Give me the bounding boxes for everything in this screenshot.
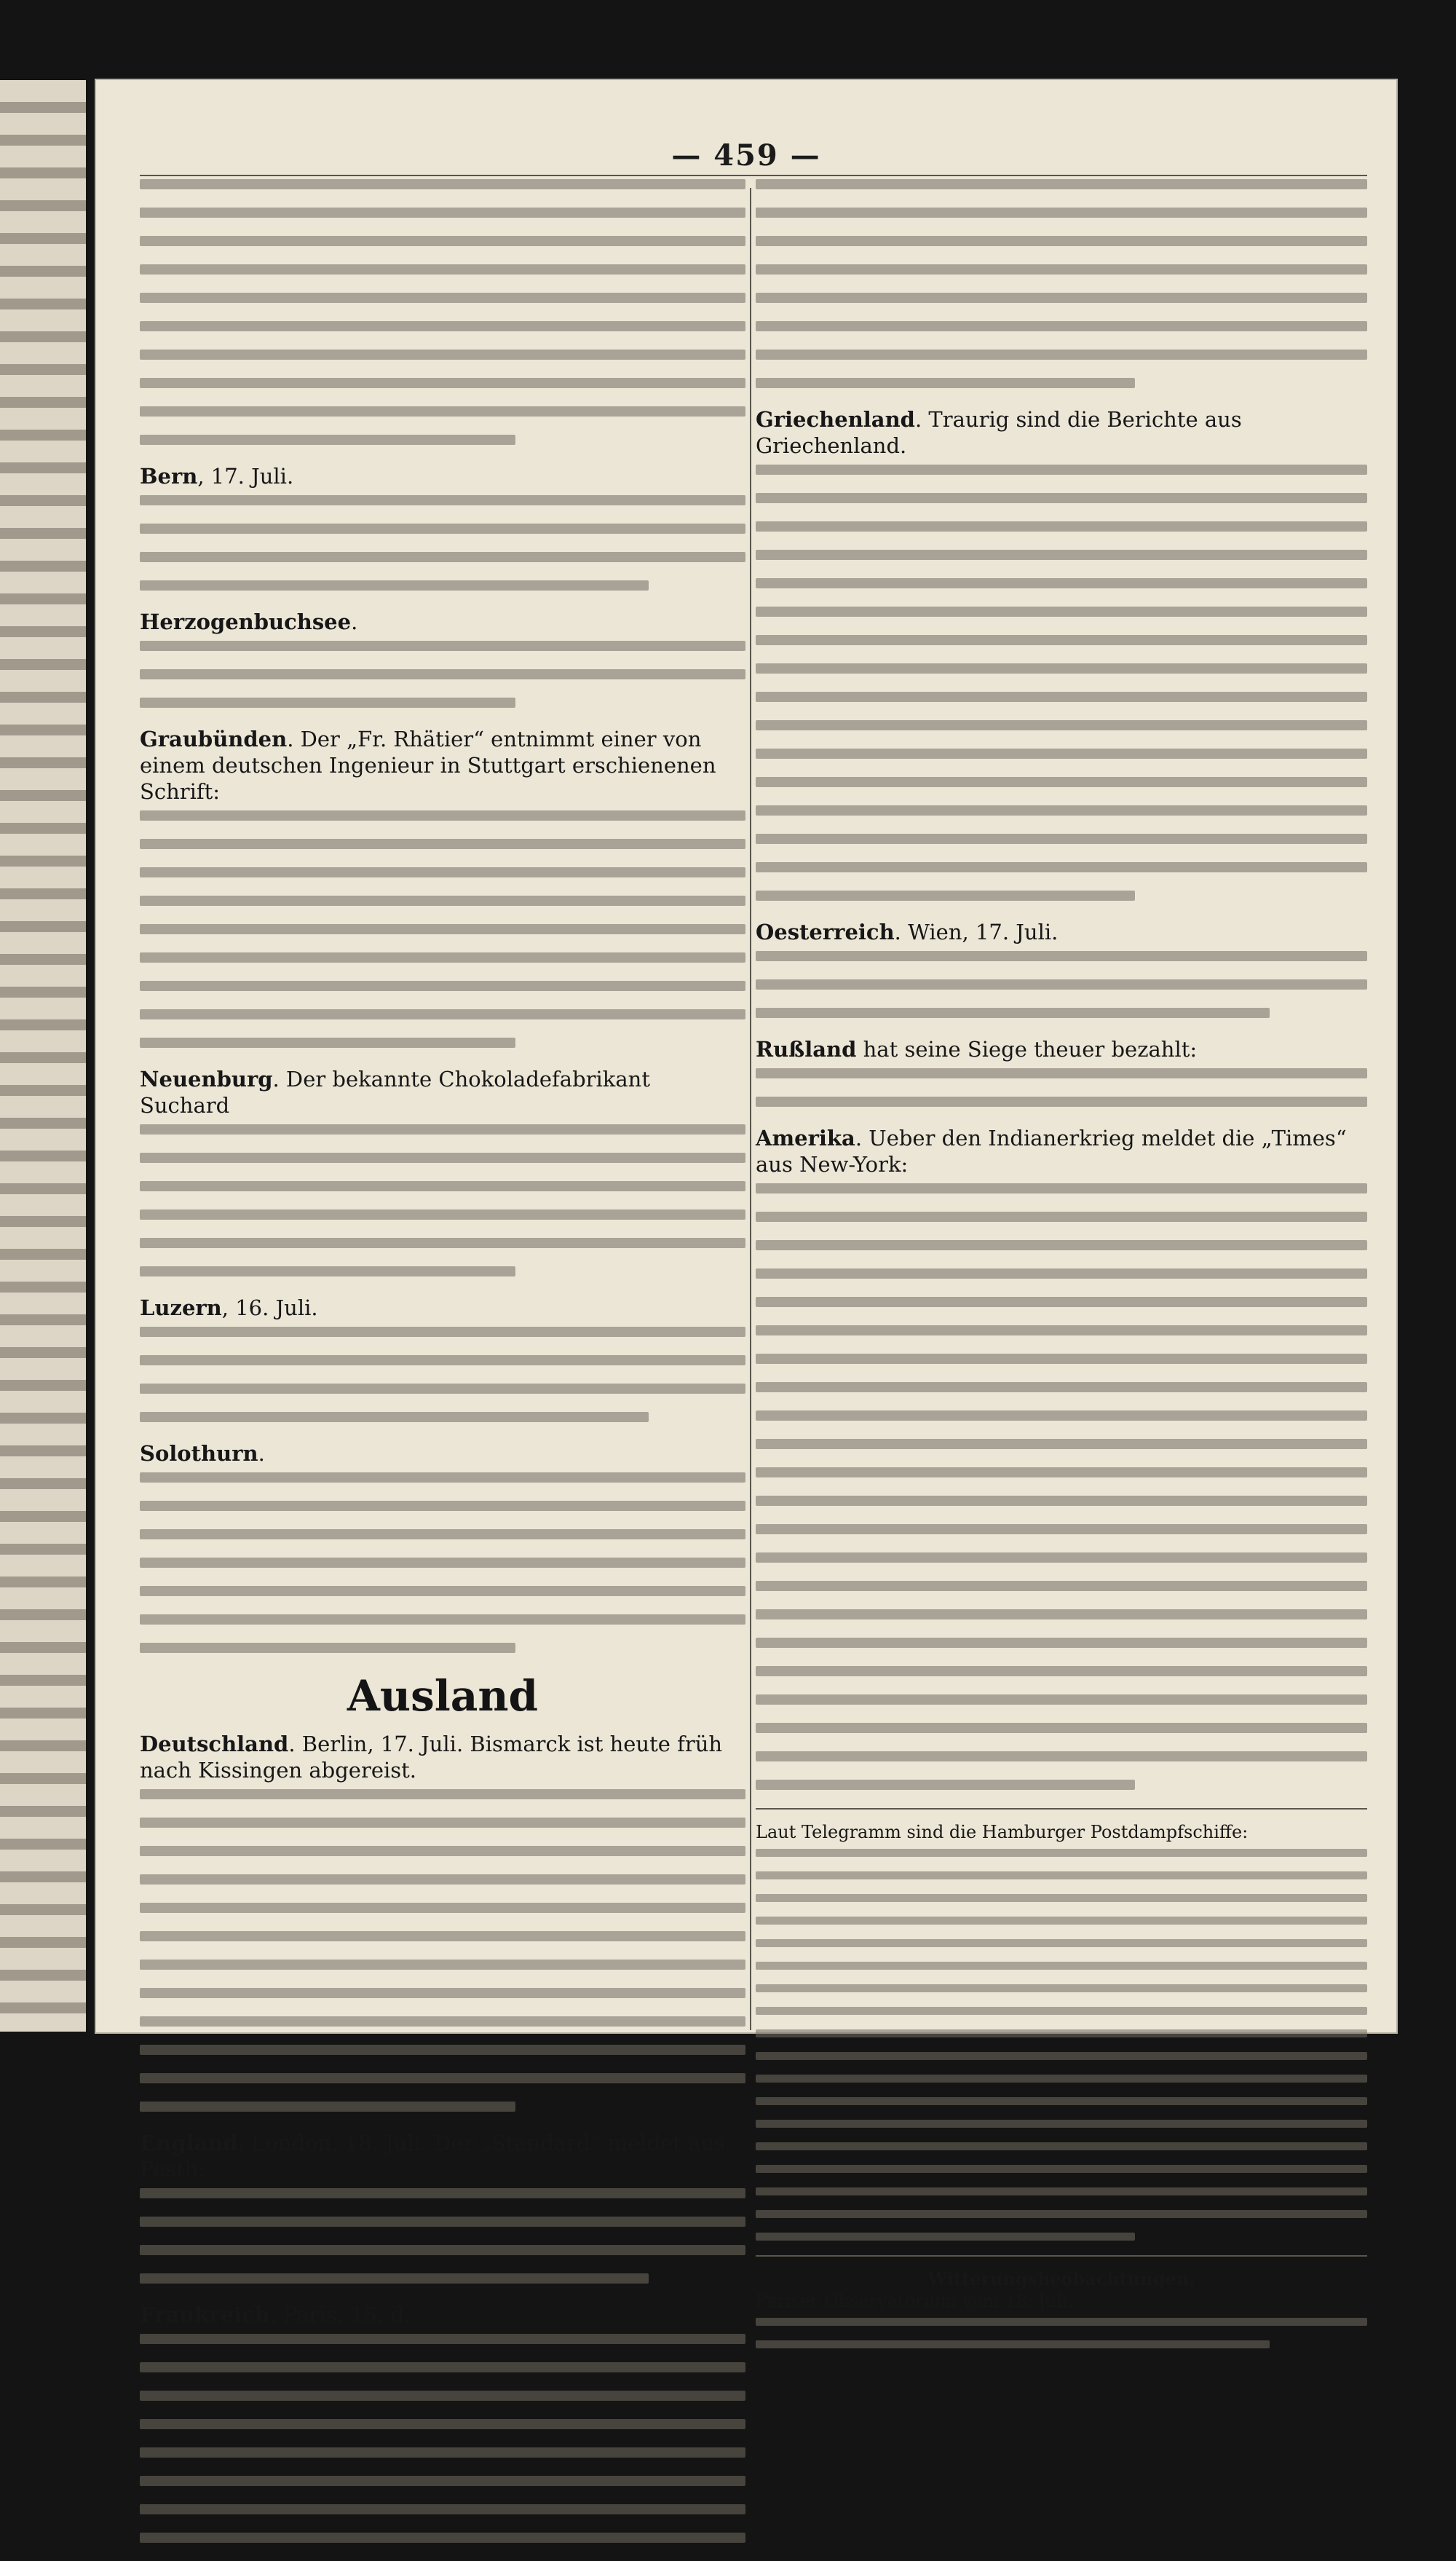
shipping-notice bbox=[756, 1821, 1367, 2241]
article-russland bbox=[756, 1036, 1367, 1107]
article-england-text: . London, 18. Juli. Der „Standard“ meldet aus Pesth: bbox=[140, 2131, 725, 2182]
article-deutschland bbox=[140, 1731, 745, 2112]
article-england bbox=[140, 2130, 745, 2284]
dateline-neuenburg: Neuenburg bbox=[140, 1067, 273, 1092]
dateline-amerika: Amerika bbox=[756, 1126, 855, 1151]
dateline-bern: Bern bbox=[140, 464, 198, 489]
article-neuenburg bbox=[140, 1066, 745, 1276]
article-graubuenden bbox=[140, 726, 745, 1048]
article-bern-text: , 17. Juli. bbox=[197, 464, 294, 489]
dateline-griechenland: Griechenland bbox=[756, 407, 915, 432]
separator-rule bbox=[756, 1808, 1367, 1810]
weather-title: Witterungsbeobachtungen. bbox=[927, 2268, 1195, 2289]
article-bern bbox=[140, 463, 745, 591]
dateline-deutschland: Deutschland bbox=[140, 1732, 289, 1756]
column-rule bbox=[750, 188, 751, 2030]
left-column bbox=[140, 173, 745, 2561]
right-column bbox=[756, 173, 1367, 2363]
article-graubuenden-text: . Der „Fr. Rhätier“ entnimmt einer von einem deutschen Ingenieur in Stuttgart erschienenen Schrift: bbox=[140, 727, 716, 804]
article-oesterreich bbox=[756, 919, 1367, 1018]
article-continuation bbox=[140, 179, 745, 445]
article-luzern-text: , 16. Juli. bbox=[221, 1295, 318, 1320]
article-neuenburg-text: . Der bekannte Chokoladefabrikant Suchard bbox=[140, 1067, 650, 1118]
dateline-herzogenbuchsee: Herzogenbuchsee bbox=[140, 609, 352, 634]
shipping-notice-text: Laut Telegramm sind die Hamburger Postdampfschiffe: bbox=[756, 1822, 1249, 1842]
dateline-graubuenden: Graubünden bbox=[140, 727, 288, 751]
dateline-oesterreich: Oesterreich bbox=[756, 920, 895, 944]
article-amerika-text: . Ueber den Indianerkrieg meldet die „Times“ aus New-York: bbox=[756, 1126, 1347, 1177]
article-frankreich-text: . Paris, 15. d. bbox=[269, 2302, 411, 2327]
article-frankreich bbox=[140, 2302, 745, 2543]
dateline-frankreich: Frankreich bbox=[140, 2302, 270, 2327]
dateline-solothurn: Solothurn bbox=[140, 1441, 258, 1466]
weather-report bbox=[756, 2268, 1367, 2348]
article-herzogenbuchsee bbox=[140, 609, 745, 708]
article-solothurn bbox=[140, 1440, 745, 1653]
dateline-luzern: Luzern bbox=[140, 1295, 222, 1320]
article-amerika bbox=[756, 1125, 1367, 1790]
section-title-ausland: Ausland bbox=[347, 1671, 539, 1721]
article-herzogenbuchsee-text: . bbox=[351, 609, 358, 634]
article-griechenland bbox=[756, 406, 1367, 901]
adjacent-page-edge bbox=[0, 80, 86, 2032]
dateline-england: England bbox=[140, 2131, 238, 2155]
article-solothurn-text: . bbox=[258, 1441, 265, 1466]
article-russland-text: hat seine Siege theuer bezahlt: bbox=[856, 1037, 1198, 1062]
page-number: — 459 — bbox=[671, 138, 821, 173]
newspaper-page bbox=[95, 79, 1398, 2327]
dateline-russland: Rußland bbox=[756, 1037, 857, 1062]
weather-text: Pariser Observatorium vom 18. Juli. bbox=[756, 2291, 1074, 2311]
article-deutschland-text: . Berlin, 17. Juli. Bismarck ist heute früh nach Kissingen abgereist. bbox=[140, 1732, 723, 1783]
separator-rule-weather bbox=[756, 2255, 1367, 2257]
article-griechenland-text: . Traurig sind die Berichte aus Griechenland. bbox=[756, 407, 1242, 458]
article-oesterreich-text: . Wien, 17. Juli. bbox=[894, 920, 1059, 944]
article-luzern bbox=[140, 1295, 745, 1422]
article-continuation-right bbox=[756, 179, 1367, 388]
